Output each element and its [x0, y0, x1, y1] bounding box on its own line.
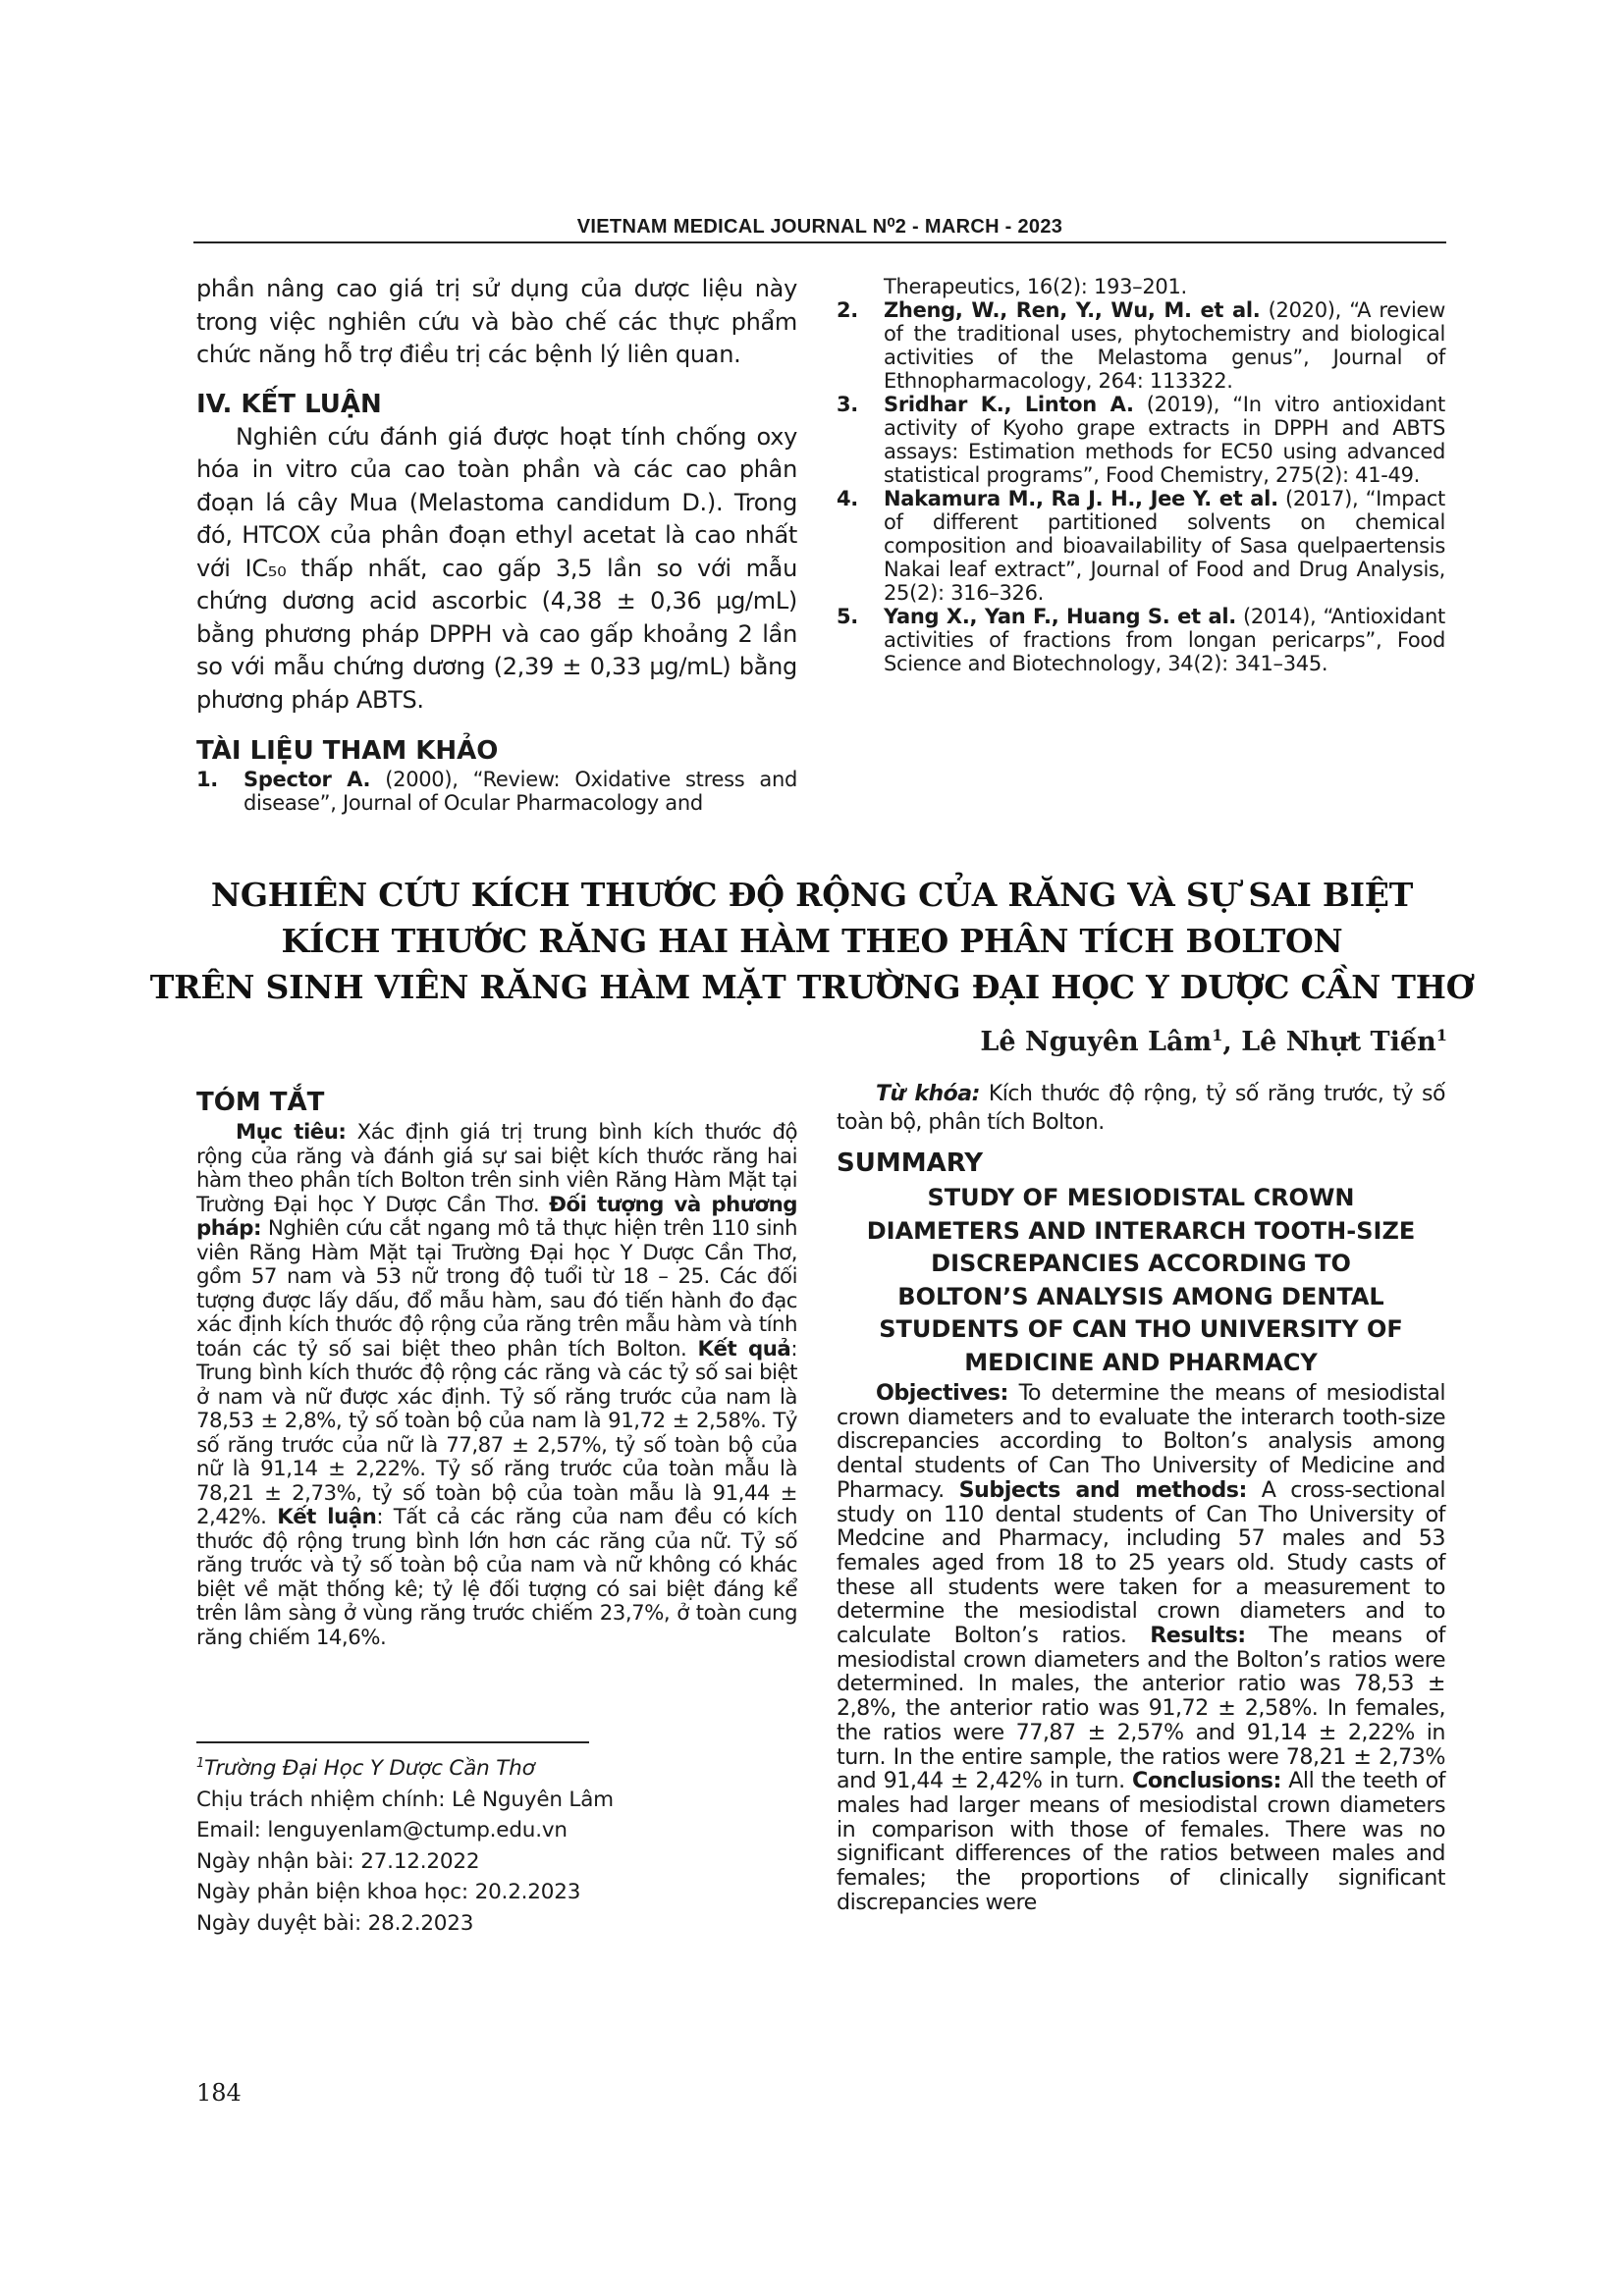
- conclusion-label: Kết luận: [277, 1505, 377, 1529]
- objective-label: Mục tiêu:: [236, 1120, 347, 1145]
- results-text: : Trung bình kích thước độ rộng các răng và các tỷ số sai biệt ở nam và nữ được xác định. Tỷ số răng trước của nam là 78,53 ± 2,8%, tỷ số toàn bộ của nam là 91,72 ± 2,58%. Tỷ số răng trước của nữ là 77,87 ± 2,57%, tỷ số toàn bộ của nữ là 91,14 ± 2,22%. Tỷ số răng trước của toàn mẫu là 78,21 ± 2,73%, tỷ số toàn bộ của toàn mẫu là 91,44 ± 2,42%.: [196, 1336, 797, 1529]
- results-label: Kết quả: [697, 1336, 791, 1362]
- authors-line: [980, 1027, 1447, 1057]
- summary-title-line: STUDY OF MESIODISTAL CROWN: [927, 1184, 1355, 1211]
- abstract-english-column: [837, 1080, 1445, 1914]
- summary-body: [837, 1381, 1445, 1914]
- methods-text: Nghiên cứu cắt ngang mô tả thực hiện trên 110 sinh viên Răng Hàm Mặt tại Trường Đại học Y Dược Cần Thơ, gồm 57 nam và 53 nữ trong độ tuổi từ 18 – 25. Các đối tượng được lấy dấu, đổ mẫu hàm, sau đó tiến hành đo đạc xác định kích thước độ rộng của răng trên mẫu hàm và tính toán các tỷ số sai biệt theo phân tích Bolton.: [196, 1216, 797, 1362]
- conclusions-label: Conclusions:: [1132, 1768, 1281, 1794]
- reference-detail: (2019), “In vitro antioxidant activity of Kyoho grape extracts in DPPH and ABTS assays: Estimation methods for EC50 using advanced statistical programs”, Food Chemistry, 275(2): 41-49.: [884, 393, 1445, 487]
- title-line: KÍCH THƯỚC RĂNG HAI HÀM THEO PHÂN TÍCH BOLTON: [281, 922, 1343, 960]
- author-name: Lê Nguyên Lâm: [980, 1027, 1213, 1057]
- reference-number: 2.: [837, 298, 858, 322]
- author-affiliation-mark: 1: [1212, 1026, 1223, 1044]
- footnotes: [196, 1753, 797, 1939]
- previous-article-right-column: [837, 275, 1445, 675]
- methods-text: A cross-sectional study on 110 dental students of Can Tho University of Medcine and Pharmacy, including 57 males and 53 females aged from 18 to 25 years old. Study casts of these all students were taken for a measurement to determine the mesiodistal crown diameters and to calculate Bolton’s ratios.: [837, 1476, 1445, 1649]
- reference-item: [837, 298, 1445, 393]
- objectives-label: Objectives:: [876, 1380, 1008, 1406]
- page-number: 184: [196, 2079, 242, 2107]
- author-name: Lê Nhựt Tiến: [1241, 1027, 1436, 1057]
- affiliation-footnote: [196, 1753, 797, 1785]
- reference-item: [196, 768, 797, 815]
- keywords: [837, 1080, 1445, 1137]
- reference-item: [837, 487, 1445, 605]
- summary-title-line: STUDENTS OF CAN THO UNIVERSITY OF: [879, 1315, 1403, 1343]
- author-affiliation-mark: 1: [1435, 1026, 1447, 1044]
- reviewed-date: Ngày phản biện khoa học: 20.2.2023: [196, 1880, 581, 1904]
- reference-item: [837, 605, 1445, 675]
- journal-header: VIETNAM MEDICAL JOURNAL N⁰2 - MARCH - 2023: [576, 216, 1063, 238]
- summary-title-line: DIAMETERS AND INTERARCH TOOTH-SIZE: [866, 1216, 1416, 1245]
- reference-detail: (2020), “A review of the traditional uses, phytochemistry and biological activities of the Melastoma genus”, Journal of Ethnopharmacology, 264: 113322.: [884, 298, 1445, 393]
- accepted-date: Ngày duyệt bài: 28.2.2023: [196, 1910, 474, 1936]
- reference-author: Nakamura M., Ra J. H., Jee Y. et al.: [884, 487, 1278, 510]
- title-line: NGHIÊN CỨU KÍCH THƯỚC ĐỘ RỘNG CỦA RĂNG VÀ SỰ SAI BIỆT: [210, 876, 1414, 914]
- methods-label: Đối tượng và phương pháp:: [196, 1192, 797, 1241]
- reference-text: [884, 298, 1445, 393]
- intro-paragraph: phần nâng cao giá trị sử dụng của dược liệu này trong việc nghiên cứu và bào chế các thực phẩm chức năng hỗ trợ điều trị các bệnh lý liên quan.: [196, 275, 797, 368]
- footnote-rule: [196, 1741, 589, 1743]
- reference-item: [837, 393, 1445, 487]
- reference-number: 1.: [196, 768, 218, 791]
- reference-continuation: Therapeutics, 16(2): 193–201.: [884, 275, 1187, 298]
- summary-heading: SUMMARY: [837, 1148, 984, 1178]
- summary-title-line: DISCREPANCIES ACCORDING TO: [931, 1250, 1351, 1277]
- conclusion-paragraph: Nghiên cứu đánh giá được hoạt tính chống oxy hóa in vitro của cao toàn phần và các cao phân đoạn lá cây Mua (Melastoma candidum D.). Trong đó, HTCOX của phân đoạn ethyl acetat là cao nhất với IC₅₀ thấp nhất, cao gấp 3,5 lần so với mẫu chứng dương acid ascorbic (4,38 ± 0,36 µg/mL) bằng phương pháp DPPH và cao gấp khoảng 2 lần so với mẫu chứng dương (2,39 ± 0,33 µg/mL) bằng phương pháp ABTS.: [196, 422, 797, 714]
- summary-title-line: BOLTON’S ANALYSIS AMONG DENTAL: [897, 1282, 1384, 1310]
- keywords-label: Từ khóa:: [876, 1082, 980, 1106]
- objectives-text: To determine the means of mesiodistal crown diameters and to evaluate the interarch tooth-size discrepancies according to Bolton’s analysis among dental students of Can Tho University of Medicine and Pharmacy.: [837, 1380, 1445, 1503]
- header-rule: [193, 241, 1446, 243]
- reference-author: Sridhar K., Linton A.: [884, 393, 1134, 416]
- keywords-text: Kích thước độ rộng, tỷ số răng trước, tỷ số toàn bộ, phân tích Bolton.: [837, 1082, 1445, 1135]
- article-title: [147, 872, 1477, 1010]
- results-text: The means of mesiodistal crown diameters and the Bolton’s ratios were determined. In males, the anterior ratio was 78,53 ± 2,8%, the anterior ratio was 91,72 ± 2,58%. In females, the ratios were 77,87 ± 2,57% and 91,14 ± 2,22% in turn. In the entire sample, the ratios were 78,21 ± 2,73% and 91,44 ± 2,42% in turn.: [837, 1623, 1445, 1794]
- results-label: Results:: [1150, 1623, 1246, 1649]
- responsible-author: Chịu trách nhiệm chính: Lê Nguyên Lâm: [196, 1787, 614, 1812]
- conclusions-text: All the teeth of males had larger means of mesiodistal crown diameters in comparison with those of females. There was no significant differences of the ratios between males and females; the proportions of clinically significant discrepancies were: [837, 1768, 1445, 1915]
- conclusion-text: : Tất cả các răng của nam đều có kích thước độ rộng trung bình lớn hơn các răng của nữ. Tỷ số răng trước và tỷ số toàn bộ của nam và nữ không có khác biệt về mặt thống kê; tỷ lệ đối tượng có sai biệt đáng kể trên lâm sàng ở vùng răng trước chiếm 23,7%, ở toàn cung răng chiếm 14,6%.: [196, 1505, 797, 1650]
- reference-text: [244, 768, 797, 815]
- email-line: Email: lenguyenlam@ctump.edu.vn: [196, 1818, 568, 1842]
- received-date: Ngày nhận bài: 27.12.2022: [196, 1848, 480, 1874]
- summary-title-line: MEDICINE AND PHARMACY: [964, 1348, 1318, 1376]
- conclusion-heading: IV. KẾT LUẬN: [196, 389, 382, 419]
- references-heading: TÀI LIỆU THAM KHẢO: [196, 736, 499, 766]
- affiliation-mark: 1: [196, 1755, 205, 1771]
- reference-author: Zheng, W., Ren, Y., Wu, M. et al.: [884, 298, 1261, 322]
- reference-text: [884, 605, 1445, 675]
- affiliation-text: Trường Đại Học Y Dược Cần Thơ: [204, 1756, 535, 1781]
- reference-author: Yang X., Yan F., Huang S. et al.: [884, 605, 1236, 628]
- abstract-vietnamese: [196, 1088, 797, 1650]
- reference-author: Spector A.: [244, 768, 371, 791]
- reference-number: 3.: [837, 393, 858, 416]
- abstract-body: [196, 1121, 797, 1650]
- methods-label: Subjects and methods:: [958, 1476, 1247, 1503]
- abstract-heading: TÓM TẮT: [196, 1088, 325, 1117]
- reference-detail: (2017), “Impact of different partitioned solvents on chemical composition and bioavailability of Sasa quelpaertensis Nakai leaf extract”, Journal of Food and Drug Analysis, 25(2): 316–326.: [884, 487, 1445, 605]
- reference-number: 5.: [837, 605, 858, 628]
- reference-detail: (2014), “Antioxidant activities of fractions from longan pericarps”, Food Science and Biotechnology, 34(2): 341–345.: [884, 605, 1445, 675]
- reference-number: 4.: [837, 487, 858, 510]
- author-separator: ,: [1222, 1027, 1242, 1057]
- summary-title: [837, 1182, 1445, 1379]
- objective-text: Xác định giá trị trung bình kích thước độ rộng của răng và đánh giá sự sai biệt kích thước răng hai hàm theo phân tích Bolton trên sinh viên Răng Hàm Mặt tại Trường Đại học Y Dược Cần Thơ.: [196, 1120, 798, 1217]
- reference-text: [884, 393, 1445, 487]
- reference-text: [884, 487, 1445, 605]
- previous-article-left-column: [196, 273, 797, 815]
- title-line: TRÊN SINH VIÊN RĂNG HÀM MẶT TRƯỜNG ĐẠI HỌC Y DƯỢC CẦN THƠ: [149, 968, 1475, 1006]
- reference-detail: (2000), “Review: Oxidative stress and disease”, Journal of Ocular Pharmacology and: [244, 768, 797, 815]
